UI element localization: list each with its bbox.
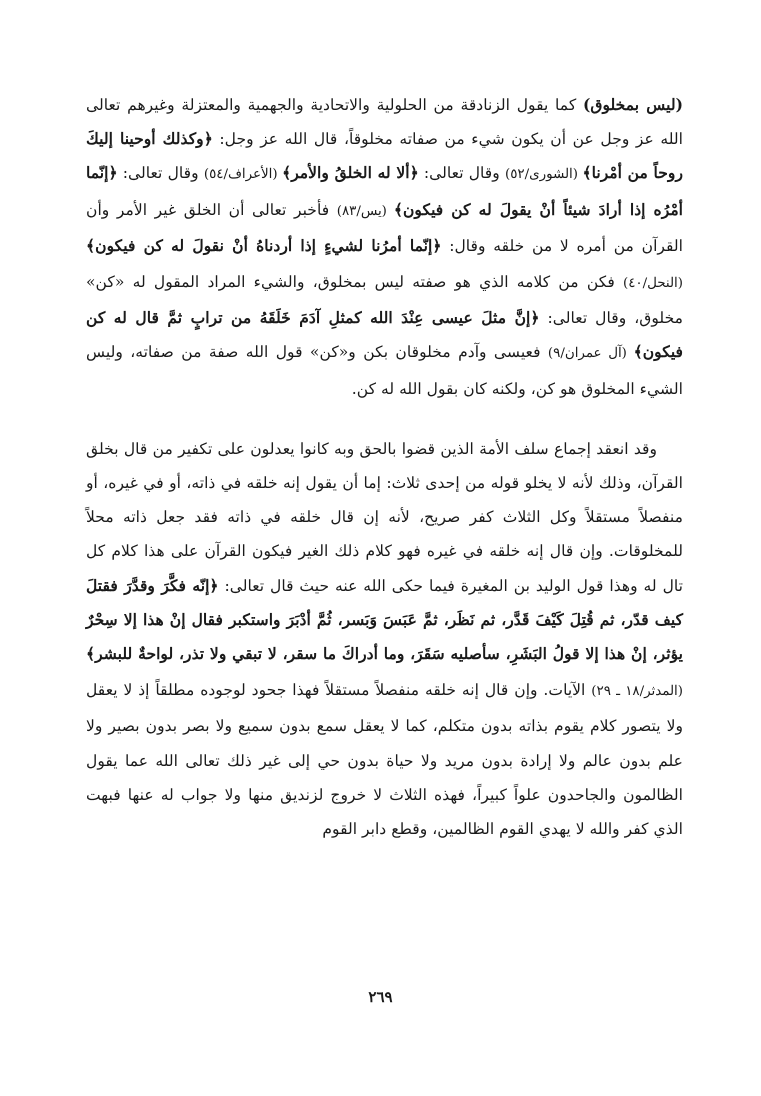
verse-reference: (المدثر/١٨ ـ ٢٩) [591, 684, 683, 700]
quran-quote: ﴿إنَّ مثلَ عيسى عِنْدَ الله كمثلِ آدَمَ خَلَقَهُ من ترابٍ ثمَّ قال له كن فيكون﴾ [86, 308, 684, 362]
paragraph-2 [86, 432, 683, 846]
paragraph-1 [86, 88, 683, 406]
quran-quote: ﴿إنّه فكَّرَ وقدَّرَ فقتلَ كيف قدّر، ثم قُتِلَ كَيْفَ قَدَّر، ثم نَظَر، ثمَّ عَبَسَ وَبَسر، ثُمَّ أدْبَرَ واستكبر فقال إنْ هذا إلا سِحْرٌ يؤثر، إنْ هذا إلا قولُ البَشَرِ، سأصليه سَقَرَ، وما أدراكَ ما سقر، لا تبقي ولا تذر، لواحةٌ للبشر﴾ [86, 575, 683, 664]
body-text: فأخبر تعالى أن الخلق غير الأمر وأن القرآن من أمره لا من خلقه وقال: [86, 200, 683, 255]
body-text: الآيات. وإن قال إنه خلقه منفصلاً مستقلاً فهذا جحود لوجوده مطلقاً إذ لا يعقل ولا يتصور كلام يقوم بذاته بدون متكلم، كما لا يعقل سمع بدون سميع ولا بصر بدون بصير ولا علم بدون عالم ولا إرادة بدون مريد ولا حياة بدون حي إلى غير ذلك تعالى الله عما يقول الظالمون والجاحدون علواً كبيراً، فهذه الثلاث لا خروج لزنديق منها ولا جواب له عنها فبهت الذي كفر والله لا يهدي القوم الظالمين، وقطع دابر القوم [86, 681, 683, 839]
verse-reference: (الشورى/٥٢) [505, 167, 583, 183]
verse-reference: (يس/٨٣) [336, 203, 394, 219]
quran-quote: ﴿وكذلك أوحينا إليكَ روحاً من أمْرنا﴾ [86, 129, 683, 183]
quran-quote: ﴿ألا له الخلقُ والأمر﴾ [282, 163, 419, 183]
body-text: وقال تعالى: [418, 164, 505, 183]
page-number: ٢٦٩ [368, 988, 393, 1006]
quran-quote: ﴿إنّما أمرُنا لشيءٍ إذا أردناهُ أنْ نقولَ له كن فيكون﴾ [86, 235, 442, 255]
quran-quote: ﴿إنّما أمْرُه إذا أرادَ شيئاً أنْ يقولَ له كن فيكون﴾ [86, 163, 684, 219]
verse-reference: (آل عمران/٩) [547, 346, 634, 362]
body-text: كما يقول الزنادقة من الحلولية والاتحادية والجهمية والمعتزلة وغيرهم تعالى الله عز وجل عن أن يكون شيء من صفاته مخلوقاً، قال الله عز وجل: [86, 96, 683, 149]
body-text: وقد انعقد إجماع سلف الأمة الذين قضوا بالحق وبه كانوا يعدلون على تكفير من قال بخلق القرآن، وذلك لأنه لا يخلو قوله من إحدى ثلاث: إما أن يقول إنه خلقه في ذاته، أو في غيره، أو منفصلاً مستقلاً وكل الثلاث كفر صريح، لأنه إن قال خلقه في ذاته فقد جعل ذاته محلاً للمخلوقات. وإن قال إنه خلقه في غيره فهو كلام ذلك الغير فيكون القرآن على هذا كلام كل تال له وهذا قول الوليد بن المغيرة فيما حكى الله عنه حيث قال تعالى: [86, 439, 683, 595]
verse-reference: (النحل/٤٠) [623, 276, 683, 292]
body-text: وقال تعالى: [117, 164, 204, 183]
verse-reference: (الأعراف/٥٤) [203, 167, 283, 183]
quran-quote: (ليس بمخلوق) [582, 95, 684, 114]
body-text: فعيسى وآدم مخلوقان بكن و«كن» قول الله صفة من صفاته، وليس الشيء المخلوق هو كن، ولكنه كان بقول الله له كن. [86, 343, 683, 398]
body-text: فكن من كلامه الذي هو صفته ليس بمخلوق، والشيء المراد المقول له «كن» مخلوق، وقال تعالى: [86, 273, 684, 328]
page-body [86, 88, 683, 1028]
